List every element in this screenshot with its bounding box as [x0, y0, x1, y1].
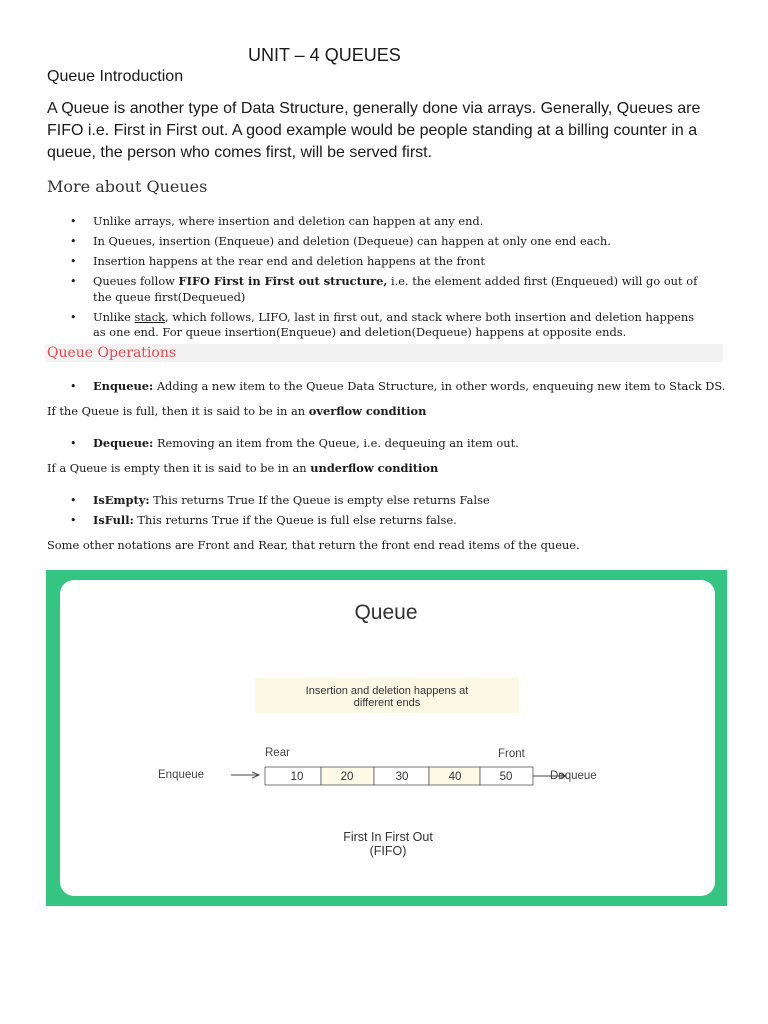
page-title: UNIT – 4 QUEUES: [248, 45, 401, 65]
other-notations-paragraph: Some other notations are Front and Rear, that return the front end read items of the queue.: [47, 538, 580, 552]
queue-diagram-card: [60, 580, 715, 896]
item-text: In Queues, insertion (Enqueue) and deletion (Dequeue) can happen at only one end each.: [93, 234, 611, 248]
list-item: [47, 310, 707, 341]
list-item: [47, 379, 727, 395]
cell-value: 10: [290, 771, 304, 783]
queue-diagram-frame: [46, 570, 727, 906]
front-label: Front: [498, 748, 525, 760]
dequeue-label: Dequeue: [550, 770, 597, 782]
isfull-term: IsFull:: [93, 513, 134, 527]
note-line-2: different ends: [353, 697, 421, 709]
item-text: Unlike arrays, where insertion and deletion can happen at any end.: [93, 214, 484, 228]
isfull-text: This returns True if the Queue is full else returns false.: [133, 513, 457, 527]
check-operations-list: [47, 493, 727, 533]
item-text-pre: Unlike: [93, 309, 135, 324]
cell-value: 50: [499, 771, 513, 783]
list-item: [47, 513, 727, 529]
dequeue-text: Removing an item from the Queue, i.e. dequeuing an item out.: [153, 436, 519, 450]
caption-line-1: First In First Out: [343, 830, 433, 844]
list-item: [47, 274, 707, 305]
isempty-term: IsEmpty:: [93, 493, 150, 507]
underflow-paragraph: [47, 461, 438, 477]
item-text-post: , which follows, LIFO, last in first out, and stack where both insertion and deletion happens as one end. For queue insertion(Enqueue) and deletion(Dequeue) happens at opposite ends.: [93, 309, 695, 339]
cell-value: 30: [395, 771, 409, 783]
intro-heading: Queue Introduction: [47, 68, 184, 85]
enqueue-list: [47, 379, 727, 395]
list-item: [47, 493, 727, 509]
overflow-bold: overflow condition: [308, 404, 427, 418]
overflow-paragraph: [47, 404, 426, 420]
item-text-bold: FIFO First in First out structure,: [178, 274, 388, 288]
item-text: Insertion happens at the rear end and deletion happens at the front: [93, 254, 485, 268]
note-line-1: Insertion and deletion happens at: [305, 685, 469, 697]
list-item: [47, 436, 727, 452]
list-item: [47, 214, 707, 230]
cell-value: 20: [340, 771, 354, 783]
caption-line-2: (FIFO): [369, 844, 407, 858]
list-item: [47, 234, 707, 250]
intro-paragraph: A Queue is another type of Data Structure, generally done via arrays. Generally, Queues are FIFO i.e. First in First out. A good example would be people standing at a billing counter in a queue, the person who comes first, will be served first.: [47, 100, 701, 161]
isempty-text: This returns True If the Queue is empty else returns False: [149, 493, 490, 507]
item-text-post: i.e. the element added first (Enqueued) will go out of the queue first(Dequeued): [93, 274, 698, 304]
queue-diagram: [60, 580, 715, 896]
underflow-text: If a Queue is empty then it is said to be in an: [47, 461, 311, 475]
underflow-bold: underflow condition: [310, 461, 439, 475]
more-about-queues-heading: More about Queues: [47, 177, 208, 196]
enqueue-term: Enqueue:: [93, 379, 154, 393]
overflow-text: If the Queue is full, then it is said to be in an: [47, 404, 309, 418]
diagram-title: Queue: [354, 601, 418, 624]
dequeue-list: [47, 436, 727, 452]
list-item: [47, 254, 707, 270]
item-text-pre: Queues follow: [93, 274, 179, 288]
cell-value: 40: [448, 771, 462, 783]
rear-label: Rear: [265, 747, 290, 759]
queue-operations-heading: Queue Operations: [45, 344, 723, 362]
enqueue-label: Enqueue: [158, 769, 205, 781]
more-about-queues-list: [47, 214, 707, 345]
enqueue-text: Adding a new item to the Queue Data Structure, in other words, enqueuing new item to Stack DS.: [153, 379, 726, 393]
dequeue-term: Dequeue:: [93, 436, 154, 450]
stack-underlined: stack: [134, 309, 165, 324]
